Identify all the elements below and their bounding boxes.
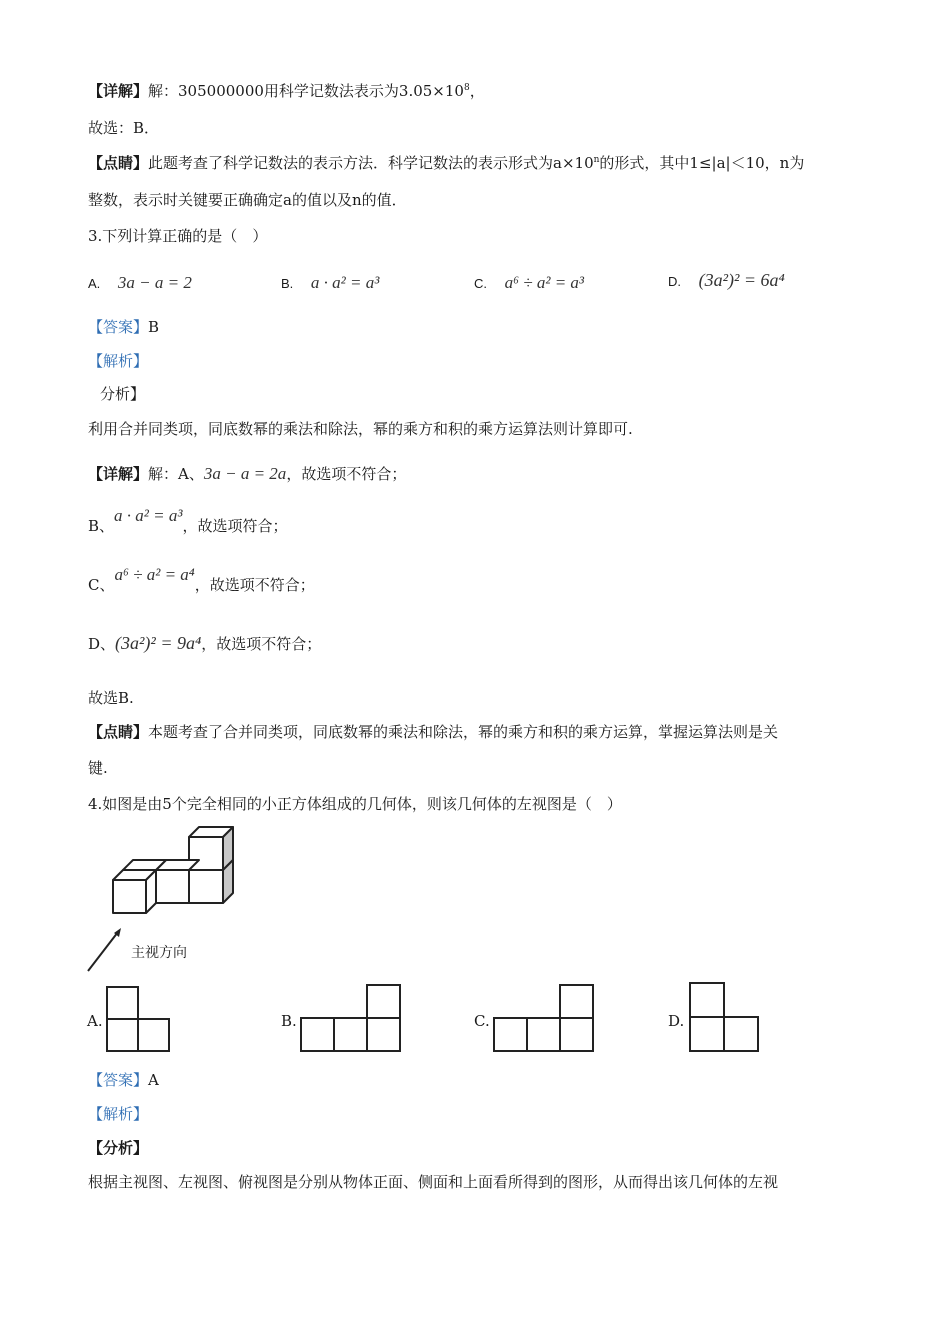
q2-detail-exponent: 8	[463, 83, 470, 93]
q3-detail-d-prefix: D、	[88, 635, 116, 653]
q3-fenxi-text: 利用合并同类项，同底数幂的乘法和除法，幂的乘方和积的乘方运算法则计算即可.	[88, 420, 633, 438]
q3-analysis-tag: 【解析】	[88, 352, 149, 370]
q4-fenxi-tag: 【分析】	[88, 1139, 149, 1157]
q3-detail-c	[88, 565, 315, 595]
q3-stem: 3.下列计算正确的是（ ）	[88, 227, 268, 245]
q2-review-line2: 整数，表示时关键要正确确定a的值以及n的值．	[88, 191, 407, 209]
q4-option-a-label: A.	[87, 1012, 103, 1030]
q3-detail-d-expr: (3a²)² = 9a⁴	[115, 633, 202, 653]
q3-review-line2: 键.	[88, 759, 108, 777]
q3-detail-tag: 【详解】	[88, 465, 149, 483]
q3-review-tag: 【点睛】	[88, 723, 149, 741]
q3-option-d-expr: (3a²)² = 6a⁴	[698, 270, 785, 290]
q3-option-a-label: A.	[88, 276, 101, 291]
q3-option-c	[474, 273, 584, 293]
q3-choose: 故选B.	[88, 689, 134, 707]
q3-answer-tag: 【答案】	[88, 318, 149, 336]
q4-analysis-tag: 【解析】	[88, 1105, 149, 1123]
q4-option-c-view	[493, 984, 595, 1052]
q4-option-c-label: C.	[474, 1012, 490, 1030]
q3-detail-b	[88, 506, 288, 536]
q3-fenxi-tag: 分析】	[100, 385, 146, 403]
q3-detail-a-suffix: ，故选项不符合；	[286, 465, 407, 483]
q3-detail-a	[88, 463, 406, 484]
view-direction-arrow-icon	[88, 928, 121, 971]
q3-detail-a-expr: 3a − a = 2a	[203, 464, 287, 483]
q4-option-d-view	[689, 982, 761, 1052]
q3-detail-c-suffix: ，故选项不符合；	[194, 576, 315, 594]
q4-option-b-label: B.	[281, 1012, 297, 1030]
q3-detail-c-prefix: C、	[88, 576, 115, 594]
q4-figure-caption: 主视方向	[131, 944, 187, 960]
q3-option-c-expr: a⁶ ÷ a² = a³	[504, 273, 585, 292]
q2-detail-comma: ，	[469, 82, 485, 100]
q2-choose: 故选：B．	[88, 119, 160, 137]
q3-detail-d	[88, 633, 321, 654]
q2-review-exponent: n	[593, 155, 600, 165]
q3-option-a-expr: 3a − a = 2	[117, 273, 192, 292]
q3-option-b-expr: a · a² = a³	[310, 273, 380, 292]
q4-option-d-label: D.	[668, 1012, 685, 1030]
q4-answer: A	[148, 1071, 159, 1089]
q3-option-d	[668, 270, 785, 291]
q4-answer-line	[88, 1069, 159, 1090]
q4-stem: 4.如图是由5个完全相同的小正方体组成的几何体，则该几何体的左视图是（ ）	[88, 795, 622, 813]
q3-detail-c-expr: a⁶ ÷ a² = a⁴	[114, 565, 195, 584]
q4-answer-tag: 【答案】	[88, 1071, 149, 1089]
q2-detail-tag: 【详解】	[88, 82, 149, 100]
q3-detail-b-suffix: ，故选项符合；	[182, 517, 288, 535]
q4-option-b-view	[300, 984, 402, 1052]
q2-detail-line	[88, 80, 485, 101]
q3-detail-b-expr: a · a² = a³	[114, 506, 183, 525]
q2-review-text-b: 的形式，其中1≤|a|＜10，n为	[599, 154, 805, 172]
q4-fenxi-text: 根据主视图、左视图、俯视图是分别从物体正面、侧面和上面看所得到的图形，从而得出该几何体的左视	[88, 1173, 779, 1191]
q3-option-b	[281, 273, 379, 293]
q2-review-tag: 【点睛】	[88, 154, 149, 172]
q3-detail-d-suffix: ，故选项不符合；	[201, 635, 322, 653]
q3-detail-b-prefix: B、	[88, 517, 115, 535]
q3-option-a	[88, 273, 192, 293]
q3-option-b-label: B.	[281, 276, 294, 291]
q4-option-a-view	[106, 986, 170, 1052]
q3-answer: B	[148, 318, 160, 336]
q3-option-d-label: D.	[668, 274, 681, 289]
q2-detail-text: 解：305000000用科学记数法表示为3.05×10	[148, 82, 464, 100]
q3-review-text: 本题考查了合并同类项，同底数幂的乘法和除法，幂的乘方和积的乘方运算，掌握运算法则是关	[148, 723, 779, 741]
q2-review-line1	[88, 152, 804, 173]
q2-review-text: 此题考查了科学记数法的表示方法．科学记数法的表示形式为a×10	[148, 154, 594, 172]
q3-answer-line	[88, 316, 159, 337]
q3-option-c-label: C.	[474, 276, 487, 291]
q3-detail-a-prefix: 解：A、	[148, 465, 204, 483]
q3-review-line1	[88, 721, 778, 742]
